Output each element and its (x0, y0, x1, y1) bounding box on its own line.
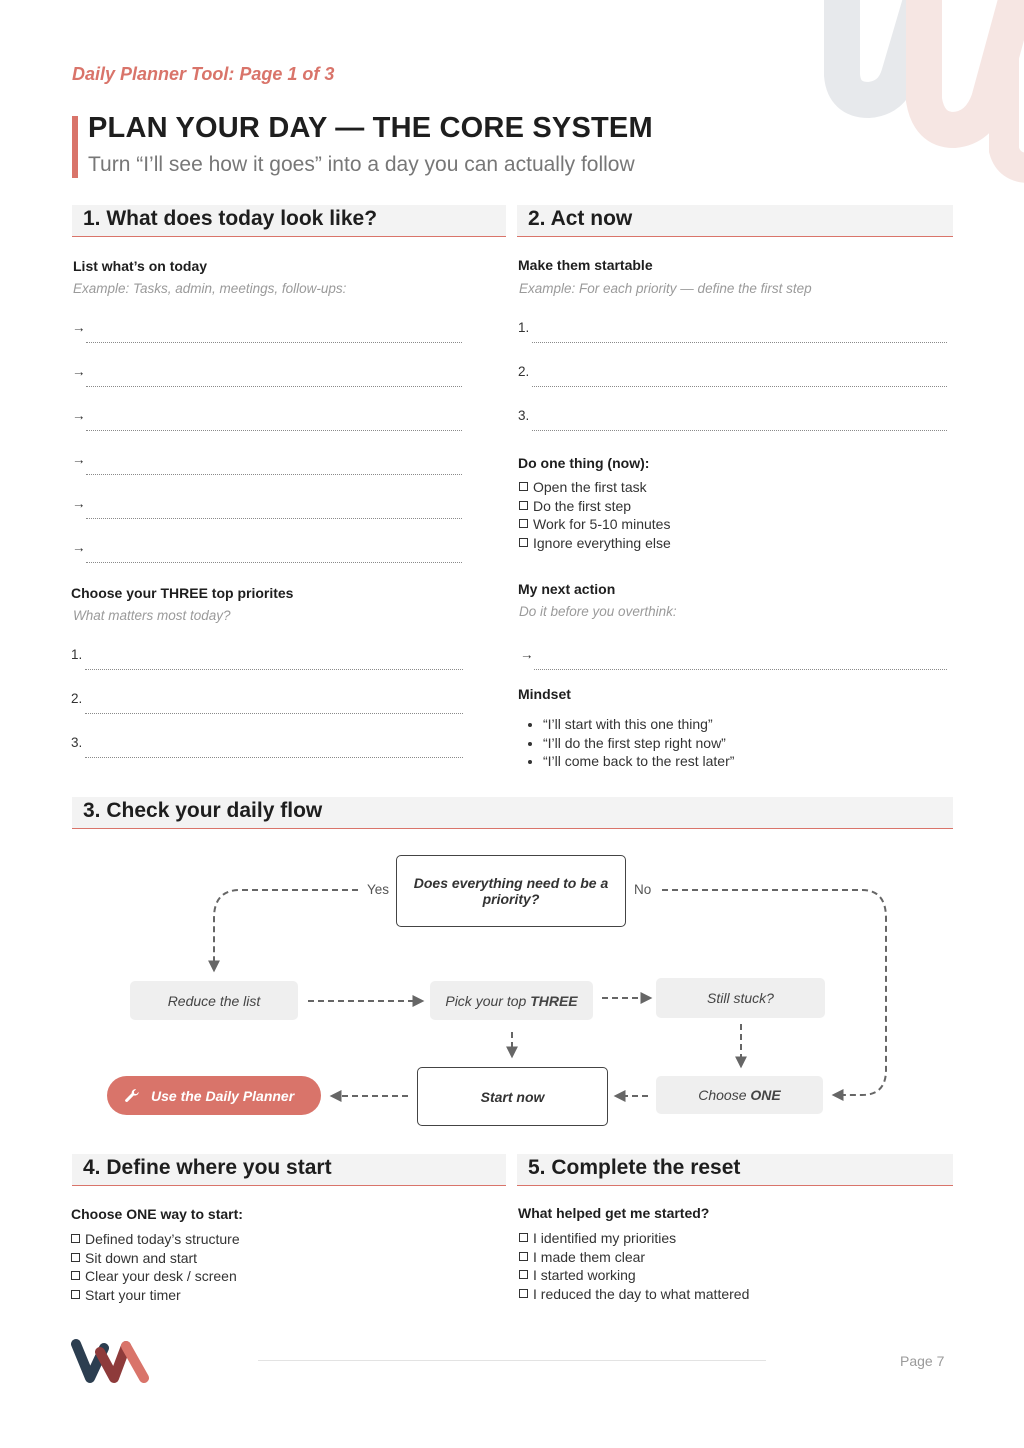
checklist-item[interactable]: Start your timer (71, 1286, 240, 1305)
checkbox-icon[interactable] (71, 1271, 80, 1280)
step-number: 3. (518, 408, 530, 423)
wrench-icon (123, 1087, 141, 1105)
next-action-label: My next action (518, 581, 616, 597)
section-2-header (517, 205, 953, 237)
arrow-icon: → (72, 540, 86, 555)
mindset-item: • “I’ll do the first step right now” (543, 734, 734, 753)
section-4-header (72, 1154, 506, 1186)
priorities-label: Choose your THREE top priorites (71, 585, 294, 601)
page-number: Page 7 (900, 1353, 945, 1369)
section-1-header (72, 205, 506, 237)
mindset-item: • “I’ll start with this one thing” (543, 715, 734, 734)
priorities-hint: What matters most today? (73, 608, 231, 623)
section-5-heading: 5. Complete the reset (528, 1156, 741, 1179)
checklist-item[interactable]: Defined today’s structure (71, 1230, 240, 1249)
step-entry-line[interactable] (518, 406, 947, 432)
step-number: 2. (518, 364, 530, 379)
flow-pick-box: Pick your top THREE (430, 981, 593, 1020)
flow-no-label: No (634, 882, 652, 897)
checkbox-icon[interactable] (519, 1289, 528, 1298)
flow-start-now-box: Start now (417, 1067, 608, 1126)
section-3-heading: 3. Check your daily flow (83, 799, 323, 822)
priority-entry-line[interactable] (71, 733, 463, 759)
checkbox-icon[interactable] (71, 1290, 80, 1299)
list-label: List what’s on today (73, 258, 208, 274)
brand-logo-icon (70, 1338, 152, 1386)
reset-label: What helped get me started? (518, 1205, 710, 1221)
list-entry-line[interactable] (72, 318, 462, 344)
checklist-item[interactable]: I reduced the day to what mattered (519, 1285, 749, 1304)
one-thing-checklist (519, 478, 671, 552)
section-2-heading: 2. Act now (528, 207, 633, 230)
checklist-item[interactable]: Clear your desk / screen (71, 1267, 240, 1286)
list-entry-line[interactable] (72, 406, 462, 432)
checklist-item[interactable]: I made them clear (519, 1248, 749, 1267)
next-action-entry-line[interactable] (520, 645, 947, 671)
footer-divider (258, 1360, 766, 1361)
page-subtitle: Turn “I’ll see how it goes” into a day you can actually follow (88, 153, 635, 176)
step-entry-line[interactable] (518, 318, 947, 344)
section-4-heading: 4. Define where you start (83, 1156, 332, 1179)
mindset-item: • “I’ll come back to the rest later” (543, 752, 734, 771)
checkbox-icon[interactable] (71, 1253, 80, 1262)
checkbox-icon[interactable] (519, 538, 528, 547)
mindset-label: Mindset (518, 686, 571, 702)
checklist-item[interactable]: Ignore everything else (519, 534, 671, 553)
flow-stuck-box: Still stuck? (656, 978, 825, 1018)
step-entry-line[interactable] (518, 362, 947, 388)
arrow-icon: → (520, 647, 534, 662)
step-number: 1. (518, 320, 530, 335)
checkbox-icon[interactable] (519, 1233, 528, 1242)
page-title: PLAN YOUR DAY — THE CORE SYSTEM (88, 112, 653, 144)
checklist-item[interactable]: Do the first step (519, 497, 671, 516)
list-hint: Example: Tasks, admin, meetings, follow-ups: (73, 281, 347, 296)
priority-number: 2. (71, 691, 83, 706)
section-5-header (517, 1154, 953, 1186)
reset-checklist (519, 1229, 749, 1303)
flow-choose-box: Choose ONE (656, 1076, 823, 1114)
checklist-item[interactable]: I started working (519, 1266, 749, 1285)
flow-reduce-box: Reduce the list (130, 981, 298, 1020)
title-accent-bar (72, 116, 78, 178)
list-entry-line[interactable] (72, 362, 462, 388)
priority-entry-line[interactable] (71, 645, 463, 671)
corner-decoration-icon (804, 0, 1024, 190)
priority-number: 1. (71, 647, 83, 662)
checkbox-icon[interactable] (519, 482, 528, 491)
list-entry-line[interactable] (72, 450, 462, 476)
next-action-hint: Do it before you overthink: (519, 604, 677, 619)
use-daily-planner-button[interactable]: Use the Daily Planner (107, 1076, 321, 1115)
checklist-item[interactable]: Work for 5-10 minutes (519, 515, 671, 534)
arrow-icon: → (72, 452, 86, 467)
list-entry-line[interactable] (72, 494, 462, 520)
document-top-label: Daily Planner Tool: Page 1 of 3 (72, 64, 335, 84)
checkbox-icon[interactable] (71, 1234, 80, 1243)
section-1-heading: 1. What does today look like? (83, 207, 378, 230)
flow-question-box: Does everything need to be a priority? (396, 855, 626, 927)
checklist-item[interactable]: Sit down and start (71, 1249, 240, 1268)
priority-entry-line[interactable] (71, 689, 463, 715)
checkbox-icon[interactable] (519, 519, 528, 528)
section-3-header (72, 797, 953, 829)
checklist-item[interactable]: Open the first task (519, 478, 671, 497)
list-entry-line[interactable] (72, 538, 462, 564)
arrow-icon: → (72, 408, 86, 423)
checkbox-icon[interactable] (519, 1270, 528, 1279)
start-way-label: Choose ONE way to start: (71, 1206, 243, 1222)
checkbox-icon[interactable] (519, 1252, 528, 1261)
start-way-checklist (71, 1230, 240, 1304)
checkbox-icon[interactable] (519, 501, 528, 510)
arrow-icon: → (72, 320, 86, 335)
startable-label: Make them startable (518, 257, 653, 273)
priority-number: 3. (71, 735, 83, 750)
flow-yes-label: Yes (367, 882, 390, 897)
mindset-list (518, 715, 734, 771)
one-thing-label: Do one thing (now): (518, 455, 650, 471)
arrow-icon: → (72, 364, 86, 379)
startable-hint: Example: For each priority — define the first step (519, 281, 812, 296)
arrow-icon: → (72, 496, 86, 511)
checklist-item[interactable]: I identified my priorities (519, 1229, 749, 1248)
